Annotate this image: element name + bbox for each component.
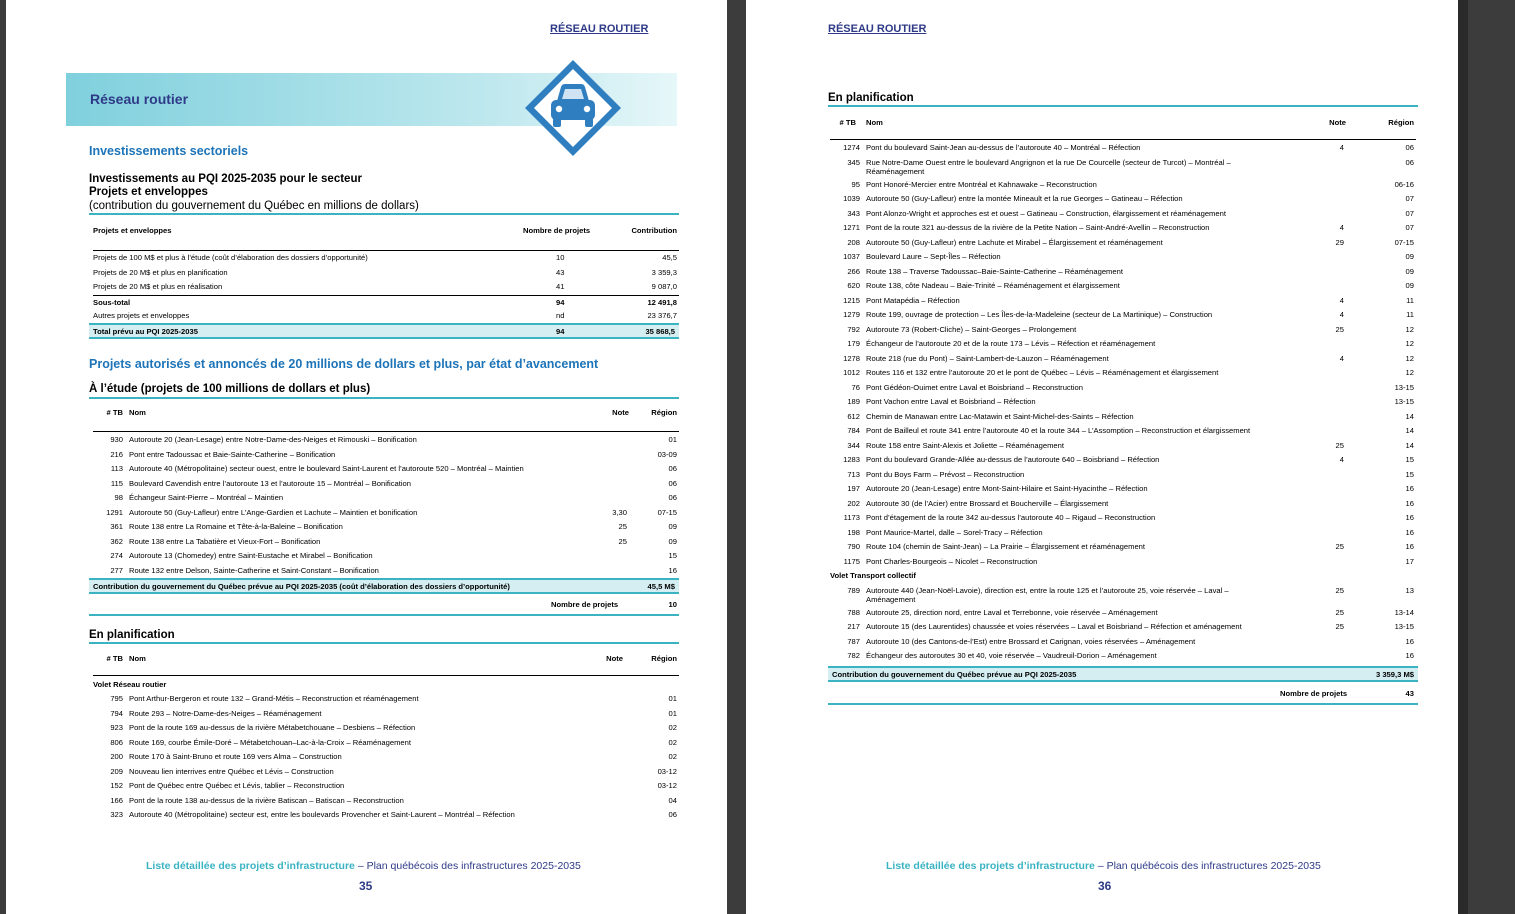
table-row: 198 Pont Maurice-Martel, dalle – Sorel-Tracy – Réfection 16 bbox=[847, 527, 1414, 537]
subtotal-row: Sous-total 94 12 491,8 bbox=[93, 295, 679, 310]
footer: Liste détaillée des projets d’infrastructure – Plan québécois des infrastructures 2025-2035 bbox=[886, 860, 1321, 872]
table-row: 345 Rue Notre-Dame Ouest entre le boulevard Angrignon et la rue De Courcelle (secteur de Turcot) – Montréal – Réaménagement 06 bbox=[847, 157, 1414, 176]
table-row: 713 Pont du Boys Farm – Prévost – Reconstruction 15 bbox=[847, 469, 1414, 479]
table-row: 1037 Boulevard Laure – Sept-Îles – Réfection 09 bbox=[843, 252, 1414, 261]
table-row: 795 Pont Arthur-Bergeron et route 132 – Grand-Métis – Reconstruction et réaménagement 01 bbox=[110, 694, 677, 703]
table-row: 208 Autoroute 50 (Guy-Lafleur) entre Lachute et Mirabel – Élargissement et réaménagement 29 07-15 bbox=[847, 237, 1414, 247]
etude-count: Nombre de projets 10 bbox=[551, 600, 677, 609]
table-row: Projets de 20 M$ et plus en réalisation 41 9 087,0 bbox=[93, 282, 677, 291]
table-row: 277 Route 132 entre Delson, Sainte-Catherine et Saint-Constant – Bonification 16 bbox=[110, 565, 677, 575]
divider bbox=[89, 213, 679, 215]
plan-table-body bbox=[830, 141, 1416, 664]
table-row: 1274 Pont du boulevard Saint-Jean au-dessus de l’autoroute 40 – Montréal – Réfection 4 06 bbox=[843, 143, 1414, 152]
table-row: Projets de 20 M$ et plus en planification 43 3 359,3 bbox=[93, 267, 677, 277]
table-row: 113 Autoroute 40 (Métropolitaine) secteur ouest, entre le boulevard Saint-Laurent et l’autoroute 520 – Montréal – Maintien 06 bbox=[110, 464, 677, 473]
table-row: 152 Pont de Québec entre Québec et Lévis, tablier – Reconstruction 03-12 bbox=[110, 781, 677, 790]
page-number: 35 bbox=[359, 879, 373, 893]
table-row: 1173 Pont d’étagement de la route 342 au-dessus l’autoroute 40 – Rigaud – Reconstruction 16 bbox=[843, 513, 1414, 522]
table-row: Autres projets et enveloppes nd 23 376,7 bbox=[93, 311, 677, 320]
table-row: 790 Route 104 (chemin de Saint-Jean) – La Prairie – Élargissement et réaménagement 25 16 bbox=[847, 542, 1414, 551]
invest-note: (contribution du gouvernement du Québec en millions de dollars) bbox=[89, 200, 419, 212]
scrollbar[interactable] bbox=[1458, 0, 1468, 914]
table-row: 202 Autoroute 30 (de l’Acier) entre Brossard et Boucherville – Élargissement 16 bbox=[847, 498, 1414, 508]
table-row: 923 Pont de la route 169 au-dessus de la rivière Métabetchouane – Desbiens – Réfection 02 bbox=[110, 723, 677, 732]
plan-table bbox=[93, 648, 679, 672]
etude-title: À l’étude (projets de 100 millions de dollars et plus) bbox=[89, 383, 371, 395]
divider bbox=[93, 675, 679, 676]
plan-title: En planification bbox=[89, 629, 175, 641]
table-row: 1279 Route 199, ouvrage de protection – Les Îles-de-la-Madeleine (secteur de La Martinique) – Construction 4 11 bbox=[843, 310, 1414, 319]
table-row: 179 Échangeur de l’autoroute 20 et de la route 173 – Lévis – Réfection et réaménagement 12 bbox=[847, 339, 1414, 348]
table-row: 782 Échangeur des autoroutes 30 et 40, voie réservée – Vaudreuil-Dorion – Aménagement 16 bbox=[847, 651, 1414, 660]
table-row: 362 Route 138 entre La Tabatière et Vieux-Fort – Bonification 25 09 bbox=[110, 536, 677, 546]
table-row: 930 Autoroute 20 (Jean-Lesage) entre Notre-Dame-des-Neiges et Rimouski – Bonification 01 bbox=[110, 435, 677, 444]
plan-table-body bbox=[93, 692, 679, 823]
plan-group: Volet Réseau routier bbox=[93, 680, 167, 689]
table-row: 1291 Autoroute 50 (Guy-Lafleur) entre L’Ange-Gardien et Lachute – Maintien et bonification 3,30 07-15 bbox=[106, 507, 677, 517]
table-row: 789 Autoroute 440 (Jean-Noël-Lavoie), direction est, entre la route 125 et l’autoroute 25, voie réservée – Laval – Aménagement 25 13 bbox=[847, 585, 1414, 604]
divider bbox=[828, 105, 1418, 107]
table-row: 361 Route 138 entre La Romaine et Tête-à-la-Baleine – Bonification 25 09 bbox=[110, 522, 677, 531]
page-number: 36 bbox=[1098, 879, 1112, 893]
table-row: 95 Pont Honoré-Mercier entre Montréal et Kahnawake – Reconstruction 06-16 bbox=[851, 179, 1414, 189]
table-row: 266 Route 138 – Traverse Tadoussac–Baie-Sainte-Catherine – Réaménagement 09 bbox=[847, 266, 1414, 276]
investments-table-body bbox=[93, 251, 679, 324]
total-row: Total prévu au PQI 2025-2035 94 35 868,5 bbox=[89, 323, 679, 339]
group-label: Volet Transport collectif bbox=[830, 571, 916, 580]
car-icon bbox=[521, 56, 625, 160]
table-row: 788 Autoroute 25, direction nord, entre Laval et Terrebonne, voie réservée – Aménagement 25 13-14 bbox=[847, 607, 1414, 617]
page-35 bbox=[6, 0, 727, 914]
table-row: 1012 Routes 116 et 132 entre l’autoroute 20 et le pont de Québec – Lévis – Réaménagement et élargissement 12 bbox=[843, 368, 1414, 377]
table-row: 76 Pont Gédéon-Ouimet entre Laval et Boisbriand – Reconstruction 13-15 bbox=[851, 382, 1414, 392]
table-row: 1278 Route 218 (rue du Pont) – Saint-Lambert-de-Lauzon – Réaménagement 4 12 bbox=[843, 353, 1414, 363]
table-row: 217 Autoroute 15 (des Laurentides) chaussée et voies réservées – Laval et Boisbriand – Réfection et aménagement 25 13-15 bbox=[847, 622, 1414, 631]
plan-count: Nombre de projets 43 bbox=[1280, 689, 1414, 698]
table-header: # TB Nom Note Région bbox=[106, 408, 677, 417]
plan-total-row: Contribution du gouvernement du Québec prévue au PQI 2025-2035 3 359,3 M$ bbox=[828, 666, 1418, 682]
table-row: 792 Autoroute 73 (Robert-Cliche) – Saint-Georges – Prolongement 25 12 bbox=[847, 324, 1414, 334]
plan-title: En planification bbox=[828, 92, 914, 104]
divider bbox=[89, 642, 679, 644]
table-row: 1175 Pont Charles-Bourgeois – Nicolet – Reconstruction 17 bbox=[843, 556, 1414, 566]
table-row: Projets de 100 M$ et plus à l’étude (coût d’élaboration des dossiers d’opportunité) 10 45,5 bbox=[93, 253, 677, 262]
etude-table bbox=[93, 402, 679, 426]
table-row: 189 Pont Vachon entre Laval et Boisbriand – Réfection 13-15 bbox=[847, 397, 1414, 406]
banner-title: Réseau routier bbox=[90, 91, 189, 107]
divider bbox=[828, 703, 1418, 705]
page-36 bbox=[746, 0, 1468, 914]
table-row: 1283 Pont du boulevard Grande-Allée au-dessus de l’autoroute 640 – Boisbriand – Réfection 4 15 bbox=[843, 455, 1414, 464]
table-header: # TB Nom Note Région bbox=[839, 118, 1414, 127]
table-row: 323 Autoroute 40 (Métropolitaine) secteur est, entre les boulevards Provencher et Saint-Laurent – Montréal – Réfection 06 bbox=[110, 810, 677, 819]
table-row: 806 Route 169, courbe Émile-Doré – Métabetchouan–Lac-à-la-Croix – Réaménagement 02 bbox=[110, 737, 677, 747]
table-row: 612 Chemin de Manawan entre Lac-Matawin et Saint-Michel-des-Saints – Réfection 14 bbox=[847, 411, 1414, 421]
divider bbox=[93, 431, 679, 432]
divider bbox=[830, 139, 1416, 140]
table-row: 197 Autoroute 20 (Jean-Lesage) entre Mont-Saint-Hilaire et Saint-Hyacinthe – Réfection 16 bbox=[847, 484, 1414, 493]
section-projects-title: Projets autorisés et annoncés de 20 millions de dollars et plus, par état d’avancement bbox=[89, 357, 599, 371]
table-row: 1039 Autoroute 50 (Guy-Lafleur) entre la montée Mineault et la rue Georges – Gatineau – Réfection 07 bbox=[843, 194, 1414, 203]
table-row: 784 Pont de Bailleul et route 341 entre l’autoroute 40 et la route 344 – L’Assomption – Reconstruction et élargissement 14 bbox=[847, 426, 1414, 435]
section-investments-title: Investissements sectoriels bbox=[89, 144, 249, 158]
table-header: Projets et enveloppes Nombre de projets Contribution bbox=[93, 226, 677, 235]
invest-subtitle: Projets et enveloppes bbox=[89, 186, 208, 198]
table-header: # TB Nom Note Région bbox=[106, 654, 677, 663]
table-row: 794 Route 293 – Notre-Dame-des-Neiges – Réaménagement 01 bbox=[110, 708, 677, 718]
etude-total-row: Contribution du gouvernement du Québec prévue au PQI 2025-2035 (coût d’élaboration des dossiers d’opportunité) 45,5 M$ bbox=[89, 578, 679, 594]
table-row: 115 Boulevard Cavendish entre l’autoroute 13 et l’autoroute 15 – Montréal – Bonification 06 bbox=[110, 478, 677, 488]
table-row: 166 Pont de la route 138 au-dessus de la rivière Batiscan – Batiscan – Reconstruction 04 bbox=[110, 795, 677, 805]
table-row: 216 Pont entre Tadoussac et Baie-Sainte-Catherine – Bonification 03-09 bbox=[110, 449, 677, 459]
investments-table bbox=[93, 220, 679, 242]
table-row: 787 Autoroute 10 (des Cantons-de-l’Est) entre Brossard et Carignan, voies réservées – Aménagement 16 bbox=[847, 636, 1414, 646]
divider bbox=[89, 614, 679, 616]
table-row: 200 Route 170 à Saint-Bruno et route 169 vers Alma – Construction 02 bbox=[110, 752, 677, 761]
table-row: 620 Route 138, côte Nadeau – Baie-Trinité – Réaménagement et élargissement 09 bbox=[847, 281, 1414, 290]
divider bbox=[89, 397, 679, 399]
table-row: 98 Échangeur Saint-Pierre – Montréal – Maintien 06 bbox=[114, 493, 677, 502]
etude-table-body bbox=[93, 433, 679, 578]
table-row: 1215 Pont Matapédia – Réfection 4 11 bbox=[843, 295, 1414, 305]
table-row: 209 Nouveau lien interrives entre Québec et Lévis – Construction 03-12 bbox=[110, 766, 677, 776]
table-row: 343 Pont Alonzo-Wright et approches est et ouest – Gatineau – Construction, élargissement et réaménagement 07 bbox=[847, 208, 1414, 218]
table-row: 1271 Pont de la route 321 au-dessus de la rivière de la Petite Nation – Saint-André-Avellin – Reconstruction 4 07 bbox=[843, 223, 1414, 232]
plan-table bbox=[830, 112, 1416, 136]
table-row: 344 Route 158 entre Saint-Alexis et Joliette – Réaménagement 25 14 bbox=[847, 440, 1414, 450]
header-link-reseau-routier[interactable]: RÉSEAU ROUTIER bbox=[550, 23, 649, 35]
table-row: 274 Autoroute 13 (Chomedey) entre Saint-Eustache et Mirabel – Bonification 15 bbox=[110, 551, 677, 560]
footer: Liste détaillée des projets d’infrastructure – Plan québécois des infrastructures 2025-2035 bbox=[146, 860, 581, 872]
header-link-reseau-routier[interactable]: RÉSEAU ROUTIER bbox=[828, 23, 927, 35]
invest-title: Investissements au PQI 2025-2035 pour le secteur bbox=[89, 173, 362, 185]
